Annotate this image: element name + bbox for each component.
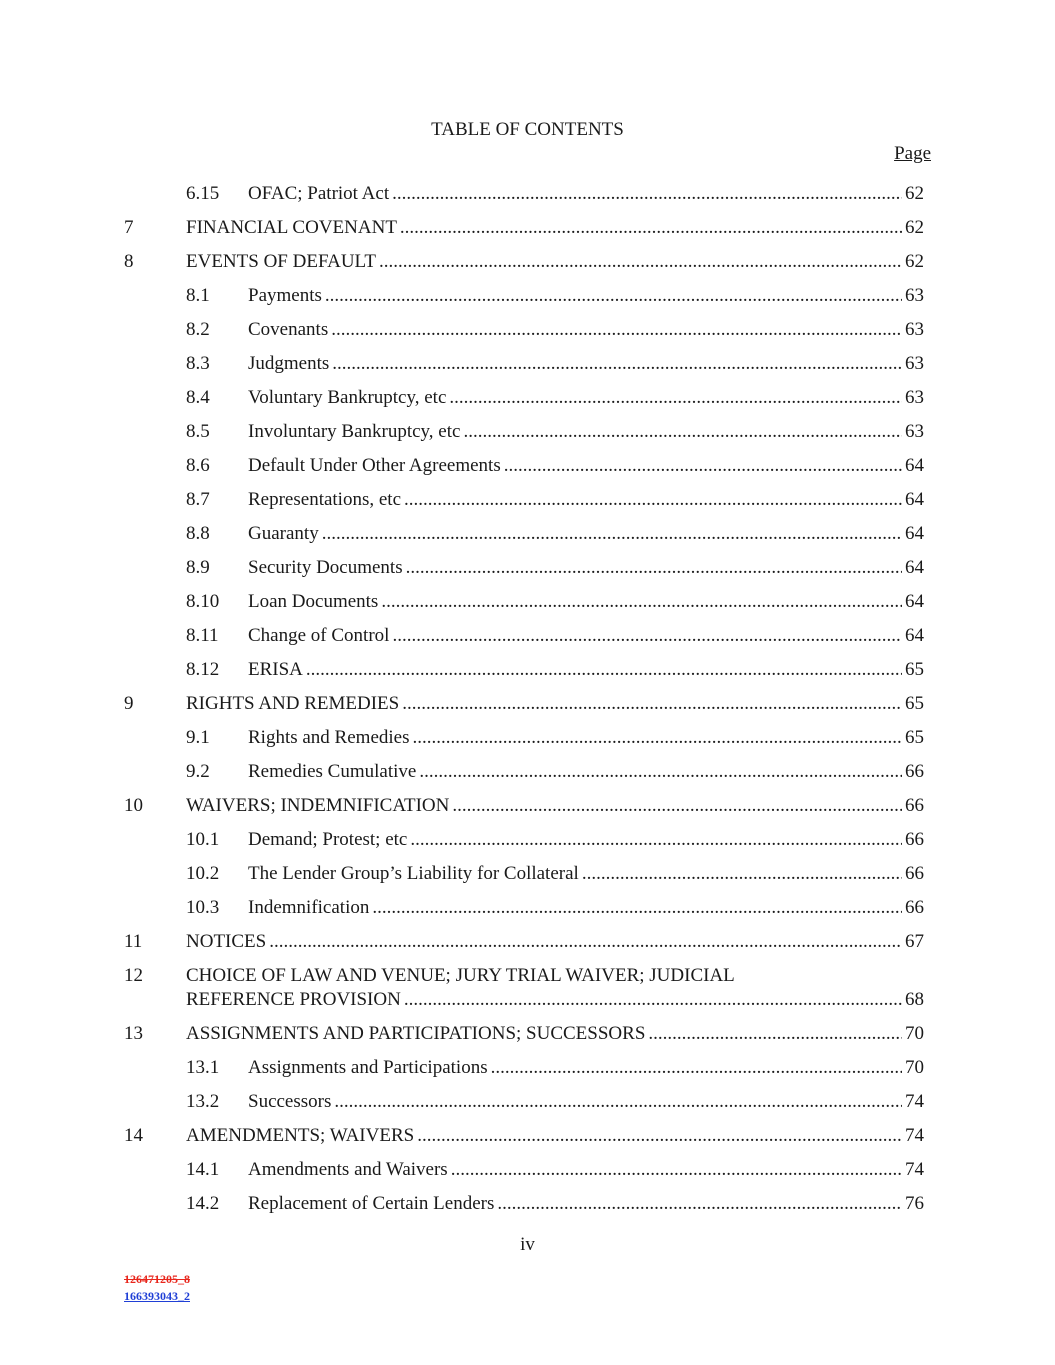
toc-entry[interactable] <box>0 760 1055 794</box>
toc-entry-page: 66 <box>905 829 924 850</box>
toc-entry-title: Involuntary Bankruptcy, etc <box>248 421 461 442</box>
toc-entry-title: Assignments and Participations <box>248 1057 488 1078</box>
toc-entry[interactable] <box>0 454 1055 488</box>
toc-entry-number: 6.15 <box>186 183 220 204</box>
toc-entry-page: 64 <box>905 489 924 510</box>
toc-entry-title: Voluntary Bankruptcy, etc <box>248 387 447 408</box>
toc-entry-page: 76 <box>905 1193 924 1214</box>
toc-entry-page: 66 <box>905 761 924 782</box>
toc-entry[interactable] <box>0 318 1055 352</box>
toc-entry-number: 9 <box>124 693 134 714</box>
toc-entry-title: Default Under Other Agreements <box>248 455 501 476</box>
dot-leader <box>410 828 902 852</box>
toc-entry[interactable] <box>0 216 1055 250</box>
toc-entry[interactable] <box>0 352 1055 386</box>
dot-leader <box>404 488 902 512</box>
dot-leader <box>392 624 902 648</box>
dot-leader <box>449 386 902 410</box>
toc-entry-title-line1: CHOICE OF LAW AND VENUE; JURY TRIAL WAIVER; JUDICIAL <box>186 965 735 986</box>
toc-entry-page: 65 <box>905 727 924 748</box>
toc-entry[interactable] <box>0 1192 1055 1226</box>
toc-entry-page: 65 <box>905 693 924 714</box>
dot-leader <box>497 1192 902 1216</box>
toc-entry[interactable] <box>0 488 1055 522</box>
toc-entry-title: Payments <box>248 285 322 306</box>
toc-entry-number: 11 <box>124 931 143 952</box>
toc-entry[interactable] <box>0 182 1055 216</box>
dot-leader <box>412 726 902 750</box>
toc-entry-number: 8 <box>124 251 134 272</box>
dot-leader <box>269 930 902 954</box>
toc-entry-number: 8.11 <box>186 625 219 646</box>
toc-entry-number: 14 <box>124 1125 143 1146</box>
toc-entry-number: 10.1 <box>186 829 220 850</box>
dot-leader <box>306 658 902 682</box>
toc-entry-title: RIGHTS AND REMEDIES <box>186 693 400 714</box>
toc-entry-number: 7 <box>124 217 134 238</box>
toc-entry-number: 13 <box>124 1023 143 1044</box>
toc-entry-title: ASSIGNMENTS AND PARTICIPATIONS; SUCCESSORS <box>186 1023 646 1044</box>
dot-leader <box>504 454 902 478</box>
dot-leader <box>381 590 902 614</box>
toc-entry-number: 10.2 <box>186 863 220 884</box>
toc-entry-title: Security Documents <box>248 557 403 578</box>
toc-entry[interactable] <box>0 692 1055 726</box>
dot-leader <box>400 216 902 240</box>
toc-entry-page: 66 <box>905 897 924 918</box>
toc-entry[interactable] <box>0 794 1055 828</box>
toc-entry-number: 9.2 <box>186 761 210 782</box>
toc-entry[interactable] <box>0 1056 1055 1090</box>
toc-entry[interactable] <box>0 726 1055 760</box>
toc-entry-page: 74 <box>905 1091 924 1112</box>
dot-leader <box>417 1124 902 1148</box>
toc-entry-title: Indemnification <box>248 897 370 918</box>
toc-entry-title: OFAC; Patriot Act <box>248 183 390 204</box>
toc-entry-number: 13.2 <box>186 1091 220 1112</box>
toc-entry-title: Covenants <box>248 319 329 340</box>
toc-entry-title: Judgments <box>248 353 330 374</box>
toc-entry-number: 8.6 <box>186 455 210 476</box>
toc-entry-title: Change of Control <box>248 625 390 646</box>
toc-entry-page: 62 <box>905 251 924 272</box>
toc-entry-number: 14.1 <box>186 1159 220 1180</box>
toc-entry[interactable] <box>0 624 1055 658</box>
toc-entry[interactable] <box>0 862 1055 896</box>
toc-entry-page: 64 <box>905 523 924 544</box>
page-column-label: Page <box>894 143 931 164</box>
toc-entry-title: Remedies Cumulative <box>248 761 417 782</box>
toc-entry-page: 74 <box>905 1159 924 1180</box>
toc-entry[interactable] <box>0 930 1055 964</box>
dot-leader <box>332 352 902 376</box>
toc-entry-page: 64 <box>905 625 924 646</box>
toc-entry[interactable] <box>0 284 1055 318</box>
toc-entry-title: Guaranty <box>248 523 319 544</box>
toc-entry-title: NOTICES <box>186 931 267 952</box>
toc-entry-number: 8.3 <box>186 353 210 374</box>
deleted-document-id: 126471205_8 <box>124 1272 190 1286</box>
toc-entry[interactable] <box>0 1022 1055 1056</box>
toc-entry-page: 62 <box>905 183 924 204</box>
dot-leader <box>452 794 902 818</box>
table-of-contents <box>0 182 1055 1226</box>
toc-entry-title: EVENTS OF DEFAULT <box>186 251 377 272</box>
dot-leader <box>582 862 902 886</box>
toc-entry-title: The Lender Group’s Liability for Collateral <box>248 863 579 884</box>
dot-leader <box>648 1022 902 1046</box>
dot-leader <box>331 318 902 342</box>
toc-entry[interactable] <box>0 964 1055 1022</box>
toc-entry-page: 62 <box>905 217 924 238</box>
toc-entry-page: 70 <box>905 1057 924 1078</box>
toc-entry-number: 12 <box>124 965 143 986</box>
toc-entry-title: Demand; Protest; etc <box>248 829 408 850</box>
toc-entry-title: Replacement of Certain Lenders <box>248 1193 495 1214</box>
toc-entry[interactable] <box>0 1090 1055 1124</box>
toc-entry[interactable] <box>0 250 1055 284</box>
toc-entry[interactable] <box>0 386 1055 420</box>
toc-entry[interactable] <box>0 522 1055 556</box>
toc-title: TABLE OF CONTENTS <box>431 119 624 140</box>
dot-leader <box>404 988 902 1012</box>
dot-leader <box>451 1158 902 1182</box>
toc-entry-number: 9.1 <box>186 727 210 748</box>
dot-leader <box>402 692 902 716</box>
toc-entry-title: FINANCIAL COVENANT <box>186 217 397 238</box>
inserted-document-id: 166393043_2 <box>124 1289 190 1303</box>
dot-leader <box>392 182 902 206</box>
dot-leader <box>379 250 902 274</box>
toc-entry-page: 63 <box>905 285 924 306</box>
toc-entry-number: 8.1 <box>186 285 210 306</box>
toc-entry-page: 68 <box>905 989 924 1010</box>
toc-entry[interactable] <box>0 556 1055 590</box>
dot-leader <box>491 1056 902 1080</box>
toc-entry-title: Loan Documents <box>248 591 379 612</box>
toc-entry-number: 13.1 <box>186 1057 220 1078</box>
toc-entry-page: 70 <box>905 1023 924 1044</box>
toc-entry[interactable] <box>0 658 1055 692</box>
toc-entry-title: AMENDMENTS; WAIVERS <box>186 1125 415 1146</box>
toc-entry-page: 63 <box>905 387 924 408</box>
toc-entry-number: 8.12 <box>186 659 220 680</box>
dot-leader <box>372 896 902 920</box>
toc-entry-number: 8.8 <box>186 523 210 544</box>
toc-entry-number: 8.10 <box>186 591 220 612</box>
toc-entry-number: 8.2 <box>186 319 210 340</box>
page-number: iv <box>520 1234 535 1255</box>
toc-entry-title: Rights and Remedies <box>248 727 410 748</box>
toc-entry-page: 74 <box>905 1125 924 1146</box>
toc-entry-title: WAIVERS; INDEMNIFICATION <box>186 795 450 816</box>
toc-entry-page: 64 <box>905 557 924 578</box>
toc-entry-page: 64 <box>905 455 924 476</box>
toc-entry-number: 8.9 <box>186 557 210 578</box>
toc-entry[interactable] <box>0 420 1055 454</box>
toc-entry-page: 63 <box>905 353 924 374</box>
toc-entry-page: 67 <box>905 931 924 952</box>
toc-entry[interactable] <box>0 1158 1055 1192</box>
toc-entry-page: 66 <box>905 795 924 816</box>
toc-entry-page: 63 <box>905 421 924 442</box>
toc-entry-title: Amendments and Waivers <box>248 1159 448 1180</box>
toc-entry-page: 64 <box>905 591 924 612</box>
dot-leader <box>419 760 902 784</box>
dot-leader <box>463 420 902 444</box>
dot-leader <box>325 284 902 308</box>
toc-entry-number: 8.4 <box>186 387 210 408</box>
dot-leader <box>334 1090 902 1114</box>
toc-entry-number: 8.5 <box>186 421 210 442</box>
toc-entry-page: 66 <box>905 863 924 884</box>
dot-leader <box>406 556 902 580</box>
toc-entry-page: 65 <box>905 659 924 680</box>
toc-entry-number: 10.3 <box>186 897 220 918</box>
toc-entry[interactable] <box>0 828 1055 862</box>
toc-entry-title: REFERENCE PROVISION <box>186 989 401 1010</box>
toc-entry-page: 63 <box>905 319 924 340</box>
toc-entry-number: 14.2 <box>186 1193 220 1214</box>
toc-entry[interactable] <box>0 590 1055 624</box>
toc-entry-title: ERISA <box>248 659 303 680</box>
toc-entry[interactable] <box>0 896 1055 930</box>
toc-entry-number: 10 <box>124 795 143 816</box>
toc-entry-title: Representations, etc <box>248 489 402 510</box>
toc-entry-title: Successors <box>248 1091 332 1112</box>
toc-entry[interactable] <box>0 1124 1055 1158</box>
dot-leader <box>322 522 902 546</box>
toc-entry-number: 8.7 <box>186 489 210 510</box>
